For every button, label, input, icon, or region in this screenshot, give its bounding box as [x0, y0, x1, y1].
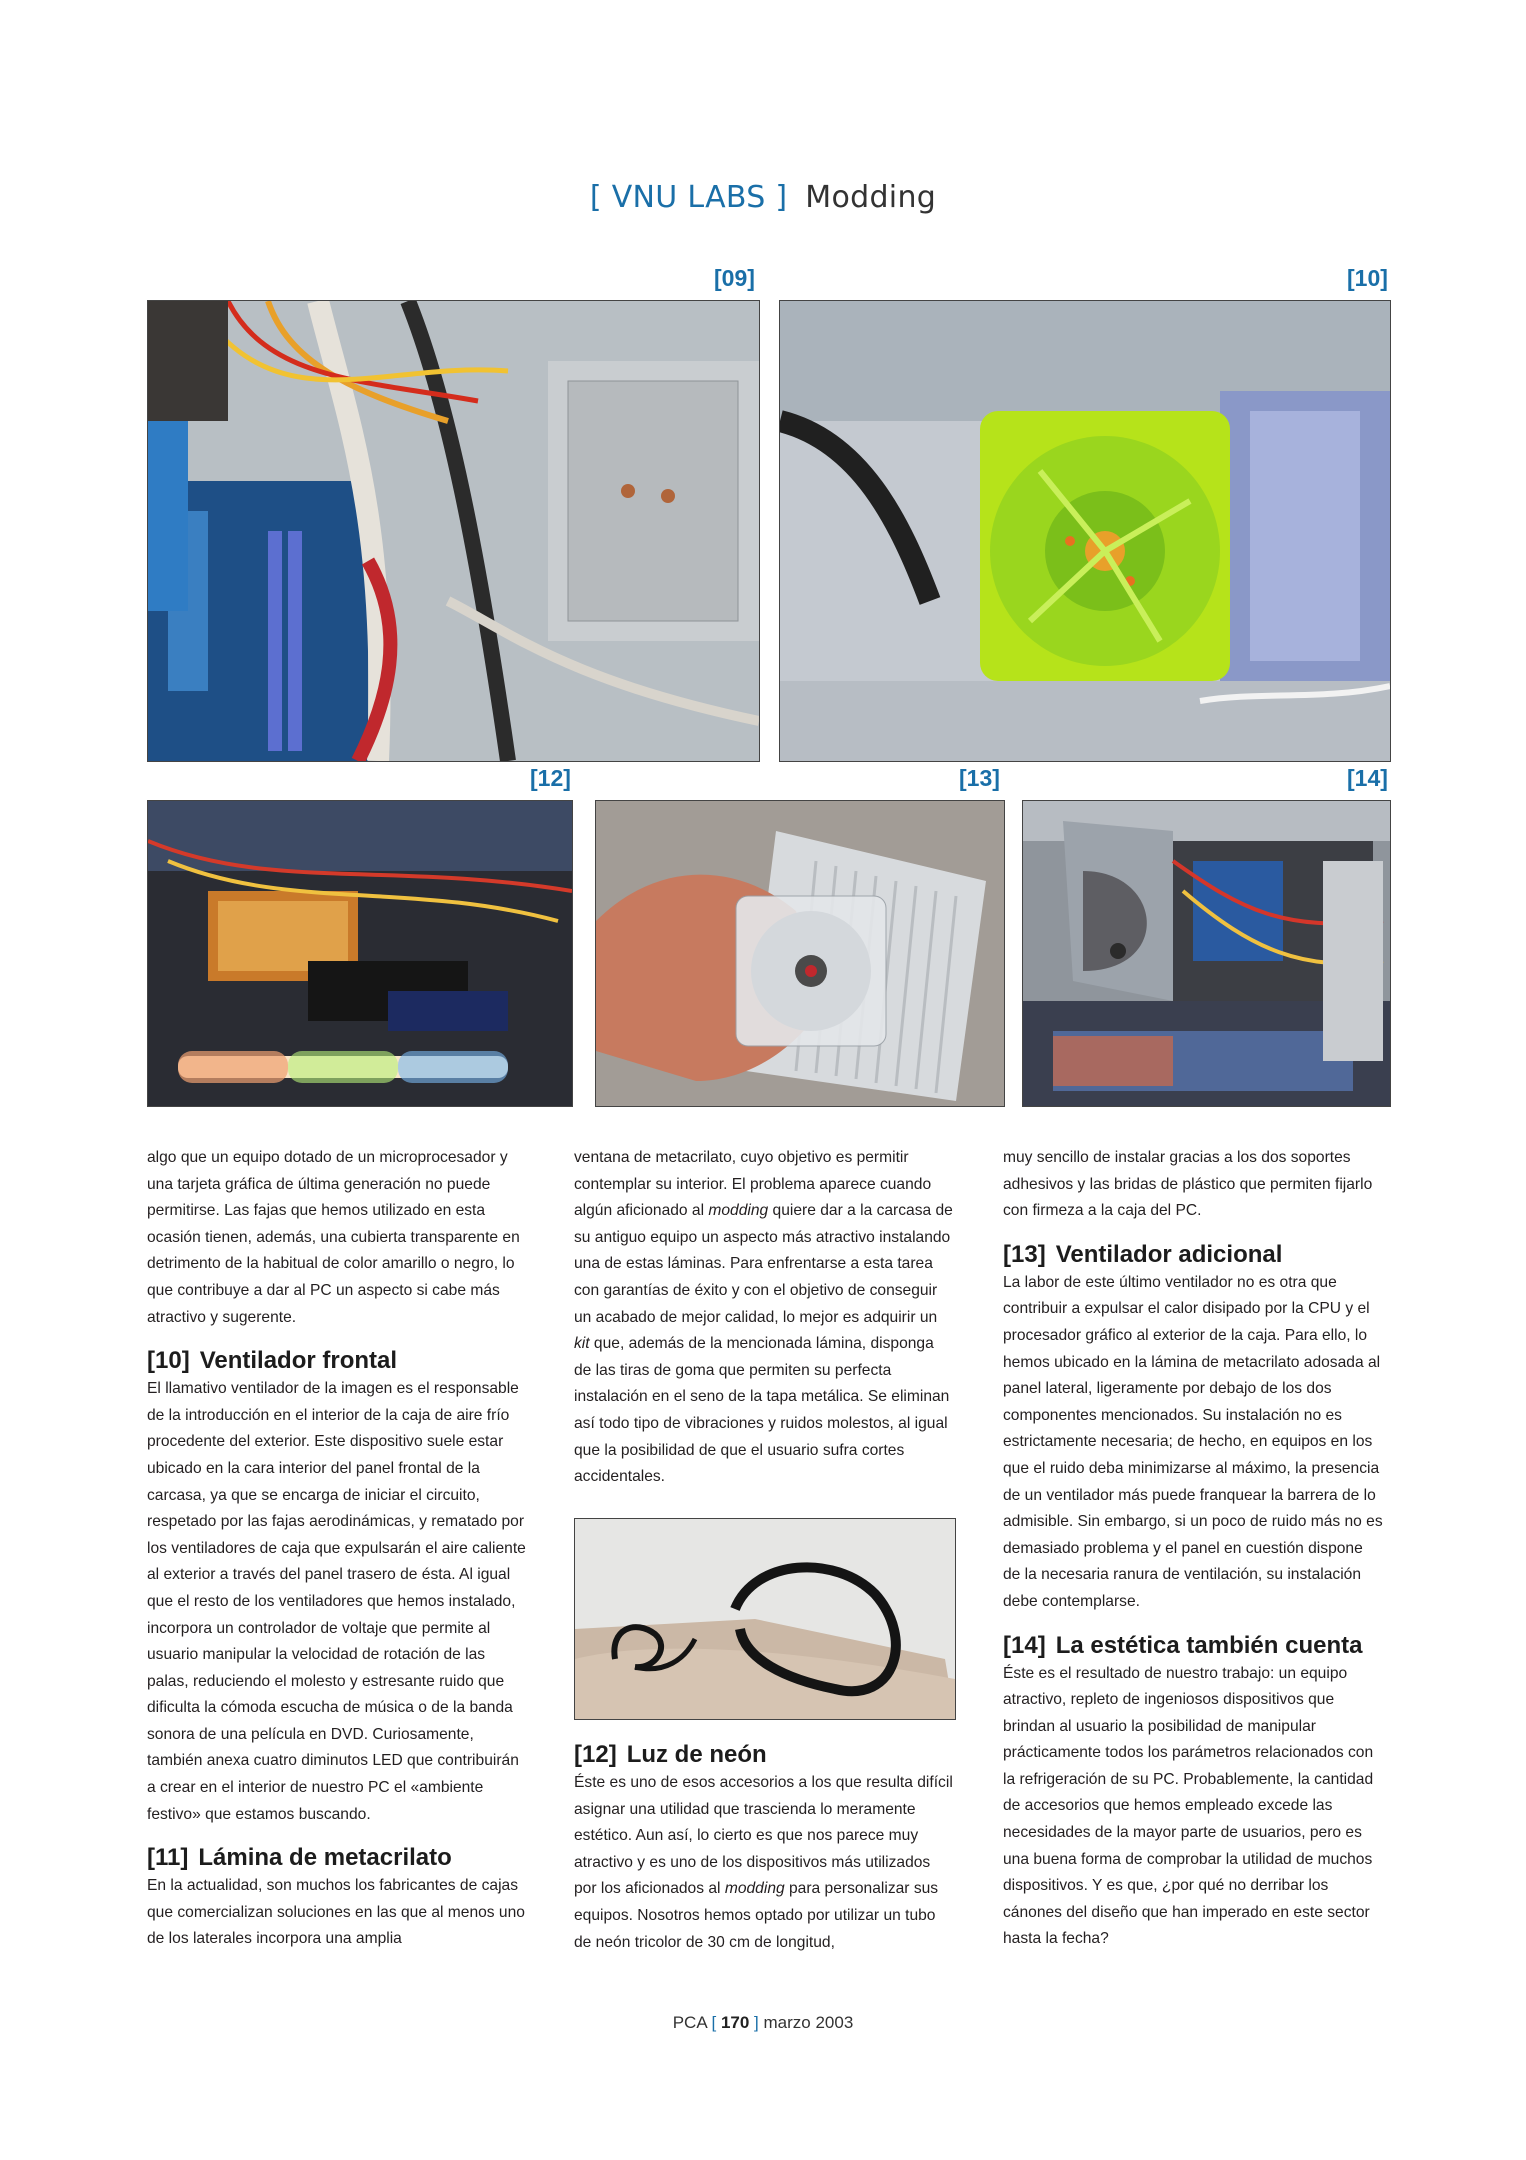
- section-12-text-a: Éste es uno de esos accesorios a los que resulta difícil asignar una utilidad que trascienda lo meramente estético. Aun así, lo cierto es que nos parece muy atractivo y es uno de los dispositivos más utilizados por los aficionados al: [574, 1774, 953, 1898]
- running-header: [0, 180, 1526, 215]
- section-number-13: [13]: [1003, 1240, 1046, 1268]
- footer-open-bracket: [: [711, 2013, 717, 2032]
- page-footer: [0, 2013, 1526, 2033]
- footer-page-number: 170: [720, 2013, 750, 2032]
- text-column-1: [147, 1145, 527, 1953]
- col2-text-b: quiere dar a la carcasa de su antiguo equipo un aspecto más atractivo instalando una de estas láminas. Para enfrentarse a esta tarea con garantías de éxito y con el objetivo de conseguir un acabado de mejor calidad, lo mejor es adquirir un: [574, 1202, 953, 1326]
- photo-14-final-result: [1022, 800, 1391, 1107]
- figure-label-09: [09]: [714, 265, 755, 291]
- header-bracket-label: [ VNU LABS ]: [589, 180, 788, 215]
- section-body-10: El llamativo ventilador de la imagen es el responsable de la introducción en el interior de la caja de aire frío procedente del exterior. Este dispositivo suele estar ubicado en la cara interior del panel frontal de la carcasa, ya que se encarga de iniciar el circuito, respetado por las fajas aerodinámicas, y rematado por los ventiladores de caja que expulsarán el aire caliente al exterior a través del panel trasero de ésta. Al igual que el resto de los ventiladores que hemos instalado, incorpora un controlador de voltaje que permite al usuario manipular la velocidad de rotación de las palas, reduciendo el molesto y estresante ruido que dificulta la cómoda escucha de música o de la banda sonora de una película en DVD. Curiosamente, también anexa cuatro diminutos LED que contribuirán a crear en el interior de nuestro PC el «ambiente festivo» que estamos buscando.: [147, 1380, 526, 1823]
- section-number-11: [11]: [147, 1844, 189, 1872]
- figure-label-12: [12]: [530, 765, 571, 791]
- section-number-12: [12]: [574, 1741, 617, 1768]
- section-heading-14: [1003, 1631, 1383, 1661]
- text-column-2: [574, 1145, 954, 1491]
- section-body-14: Éste es el resultado de nuestro trabajo: un equipo atractivo, repleto de ingeniosos dispositivos que brindan al usuario la posibilidad de manipular prácticamente todos los parámetros relacionados con la refrigeración de su PC. Probablemente, la cantidad de accesorios que hemos empleado excede las necesidades de la mayor parte de usuarios, pero es una buena forma de comprobar la utilidad de muchos dispositivos. Y es que, ¿por qué no derribar los cánones del diseño que han imperado en este sector hasta la fecha?: [1003, 1664, 1374, 1948]
- section-number-14: [14]: [1003, 1631, 1046, 1659]
- text-column-2-lower: [574, 1740, 954, 1956]
- footer-magazine: PCA: [672, 2013, 707, 2032]
- photo-10-front-fan: [779, 300, 1391, 762]
- section-heading-12: [574, 1740, 954, 1770]
- section-body-11: En la actualidad, son muchos los fabricantes de cajas que comercializan soluciones en las que al menos uno de los laterales incorpora una amplia: [147, 1877, 525, 1948]
- figure-label-13: [13]: [959, 765, 1000, 791]
- col2-em-modding: modding: [708, 1202, 769, 1220]
- section-heading-11: [147, 1843, 527, 1873]
- section-12-text-b: para personalizar sus equipos. Nosotros hemos optado por utilizar un tubo de neón tricolor de 30 cm de longitud,: [574, 1880, 939, 1951]
- section-heading-13: [1003, 1240, 1383, 1270]
- text-column-3: [1003, 1145, 1383, 1953]
- header-section: Modding: [805, 180, 937, 215]
- col3-intro-paragraph: muy sencillo de instalar gracias a los dos soportes adhesivos y las bridas de plástico que permiten fijarlo con firmeza a la caja del PC.: [1003, 1149, 1373, 1220]
- photo-neon-tube-accessory: [574, 1518, 956, 1720]
- section-title-10: Ventilador frontal: [199, 1347, 398, 1375]
- section-title-12: Luz de neón: [626, 1741, 767, 1768]
- figure-label-14: [14]: [1347, 765, 1388, 791]
- col2-em-kit: kit: [574, 1335, 590, 1353]
- section-heading-10: [147, 1346, 527, 1376]
- figure-label-10: [10]: [1347, 265, 1388, 291]
- section-body-13: La labor de este último ventilador no es otra que contribuir a expulsar el calor disipado por la CPU y el procesador gráfico al exterior de la caja. Para ello, lo hemos ubicado en la lámina de metacrilato adosada al panel lateral, ligeramente por debajo de los dos componentes mencionados. Su instalación no es estrictamente necesaria; de hecho, en equipos en los que el ruido deba minimizarse al máximo, la presencia de un ventilador más puede franquear la barrera de lo admisible. Sin embargo, si un poco de ruido más no es demasiado problema y el panel en cuestión dispone de la necesaria ranura de ventilación, su instalación debe contemplarse.: [1003, 1273, 1383, 1610]
- col2-text-c: que, además de la mencionada lámina, disponga de las tiras de goma que permiten su perfecta instalación en el seno de la tapa metálica. Se eliminan así todo tipo de vibraciones y ruidos molestos, al igual que la posibilidad de que el usuario sufra cortes accidentales.: [574, 1335, 950, 1486]
- photo-13-additional-fan: [595, 800, 1005, 1107]
- footer-close-bracket: ]: [754, 2013, 759, 2032]
- col1-intro-paragraph: algo que un equipo dotado de un microprocesador y una tarjeta gráfica de última generación no puede permitirse. Las fajas que hemos utilizado en esta ocasión tienen, además, una cubierta transparente en detrimento de la habitual de color amarillo o negro, lo que contribuye a dar al PC un aspecto si cabe más atractivo y sugerente.: [147, 1149, 520, 1326]
- photo-12-neon-light: [147, 800, 573, 1107]
- section-number-10: [10]: [147, 1347, 190, 1375]
- col2-text-a: ventana de metacrilato, cuyo objetivo es permitir contemplar su interior. El problema aparece cuando algún aficionado al: [574, 1149, 932, 1220]
- footer-date: marzo 2003: [763, 2013, 854, 2032]
- photo-09-cable-sleeves: [147, 300, 760, 762]
- col2-intro-paragraph: [574, 1145, 954, 1491]
- section-12-em-modding: modding: [724, 1880, 785, 1898]
- section-body-12: [574, 1770, 954, 1956]
- section-title-14: La estética también cuenta: [1055, 1631, 1363, 1659]
- section-title-11: Lámina de metacrilato: [198, 1844, 452, 1872]
- section-title-13: Ventilador adicional: [1055, 1240, 1283, 1268]
